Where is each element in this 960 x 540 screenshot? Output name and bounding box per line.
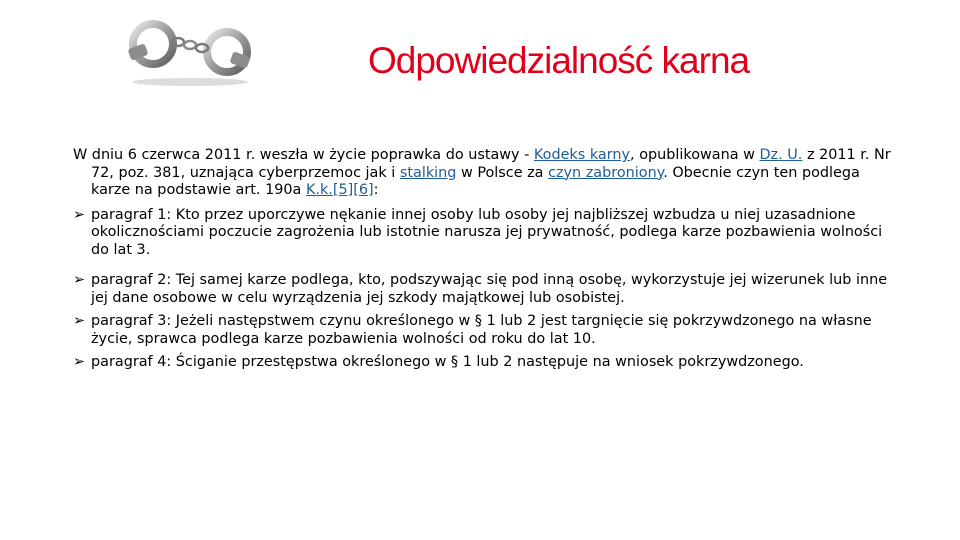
intro-text: z 2011 r. Nr 72, poz. 381, uznająca cyberprzemoc jak i bbox=[91, 147, 891, 181]
bullet-item bbox=[73, 207, 893, 260]
arrow-bullet-icon: ➢ bbox=[73, 272, 86, 288]
bullet-item bbox=[73, 354, 893, 372]
link-stalking[interactable]: stalking bbox=[399, 164, 457, 181]
arrow-bullet-icon: ➢ bbox=[73, 313, 86, 329]
intro-text: W dniu 6 czerwca 2011 r. weszła w życie poprawka do ustawy - bbox=[73, 147, 534, 163]
intro-text: w Polsce za bbox=[456, 164, 549, 181]
bullet-text: paragraf 1: Kto przez uporczywe nękanie innej osoby lub osoby jej najbliższej wzbudza u niej uzasadnione okolicznościami poczucie zagrożenia lub istotnie narusza jej prywatność, podlega karze pozbawienia wolności do lat 3. bbox=[91, 206, 883, 258]
intro-text: . Obecnie czyn ten podlega karze na podstawie art. 190a bbox=[91, 164, 860, 198]
intro-text: , opublikowana w bbox=[630, 147, 760, 163]
link-ref-6[interactable]: [6] bbox=[353, 182, 374, 198]
link-ref-5[interactable]: [5] bbox=[332, 182, 354, 198]
arrow-bullet-icon: ➢ bbox=[73, 206, 86, 223]
intro-text: : bbox=[373, 182, 379, 198]
link-czyn-zabroniony[interactable]: czyn zabroniony bbox=[548, 164, 664, 181]
bullet-text: paragraf 4: Ściganie przestępstwa określonego w § 1 lub 2 następuje na wniosek pokrzywdzonego. bbox=[91, 354, 804, 370]
handcuffs-icon bbox=[120, 6, 260, 90]
handcuffs-image bbox=[120, 6, 260, 90]
link-dz-u[interactable]: Dz. U. bbox=[759, 147, 803, 163]
bullet-text: paragraf 2: Tej samej karze podlega, kto, podszywając się pod inną osobę, wykorzystuje jej wizerunek lub inne jej dane osobowe w celu wyrządzenia jej szkody majątkowej lub osobistej. bbox=[91, 272, 888, 306]
bullet-item bbox=[73, 272, 893, 307]
bullet-item bbox=[73, 313, 893, 348]
slide-title: Odpowiedzialność karna bbox=[368, 40, 750, 81]
link-kk[interactable]: K.k. bbox=[305, 182, 333, 198]
intro-paragraph bbox=[73, 147, 893, 200]
slide-body bbox=[73, 147, 893, 378]
bullet-text: paragraf 3: Jeżeli następstwem czynu określonego w § 1 lub 2 jest targnięcie się pokrzywdzonego na własne życie, sprawca podlega karze pozbawienia wolności od roku do lat 10. bbox=[91, 313, 872, 347]
arrow-bullet-icon: ➢ bbox=[73, 354, 86, 370]
link-kodeks-karny[interactable]: Kodeks karny bbox=[533, 147, 631, 163]
